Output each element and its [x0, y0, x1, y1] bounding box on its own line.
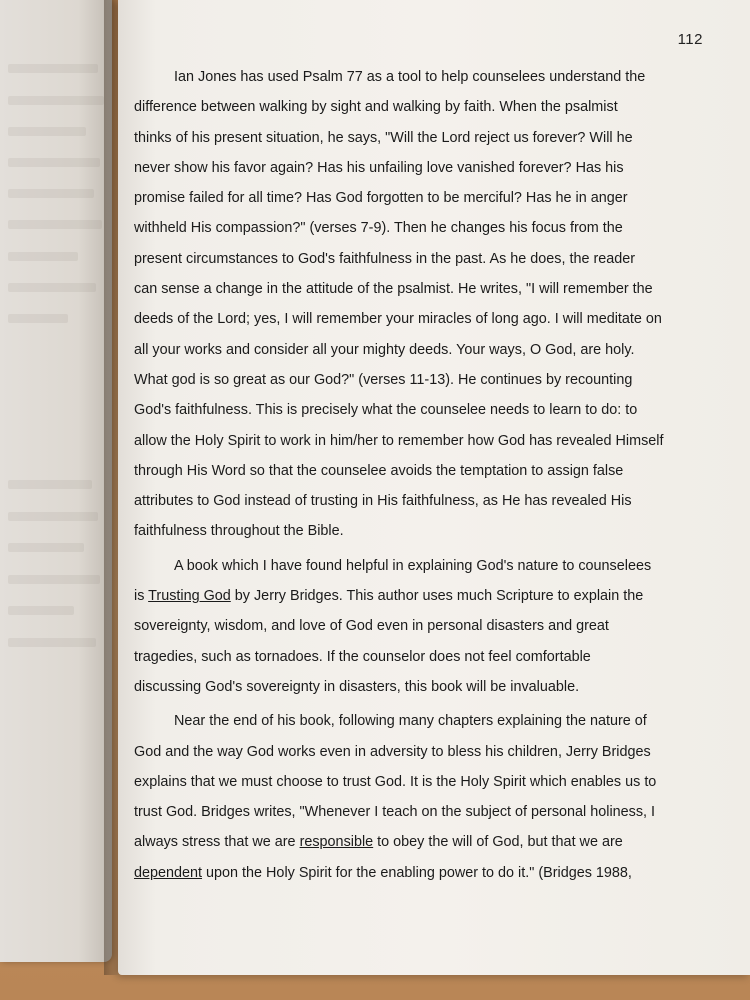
text-line: [134, 486, 734, 516]
text-line: [134, 737, 734, 767]
text-line: [134, 581, 734, 611]
text-segment: discussing God's sovereignty in disasters, this book will be invaluable.: [134, 678, 580, 695]
text-segment: A book which I have found helpful in explaining God's nature to counselees: [174, 557, 652, 574]
text-segment: always stress that we are: [134, 834, 300, 851]
text-line: [134, 827, 734, 857]
text-line: [134, 244, 734, 274]
text-segment: tragedies, such as tornadoes. If the counselor does not feel comfortable: [134, 648, 591, 665]
text-line: [134, 858, 734, 888]
text-line: [134, 706, 734, 736]
text-segment: present circumstances to God's faithfulness in the past. As he does, the reader: [134, 250, 636, 267]
book-page: [118, 0, 750, 975]
text-segment: promise failed for all time? Has God forgotten to be merciful? Has he in anger: [134, 190, 628, 207]
ghost-text-line: [8, 189, 94, 198]
text-segment: God and the way God works even in adversity to bless his children, Jerry Bridges: [134, 743, 651, 760]
ghost-text-line: [8, 220, 102, 229]
ghost-text-line: [8, 606, 74, 615]
text-line: [134, 767, 734, 797]
text-line: [134, 62, 734, 92]
ghost-text-line: [8, 127, 86, 136]
text-segment: God's faithfulness. This is precisely what the counselee needs to learn to do: to: [134, 402, 638, 419]
text-line: [134, 304, 734, 334]
paragraph: [134, 62, 734, 547]
paragraph: [134, 551, 734, 702]
text-segment: trust God. Bridges writes, "Whenever I teach on the subject of personal holiness, I: [134, 804, 656, 821]
text-segment: by Jerry Bridges. This author uses much Scripture to explain the: [230, 588, 644, 605]
text-line: [134, 395, 734, 425]
text-line: [134, 516, 734, 546]
text-segment: Near the end of his book, following many chapters explaining the nature of: [174, 713, 647, 730]
text-line: [134, 551, 734, 581]
text-segment: explains that we must choose to trust God. It is the Holy Spirit which enables us to: [134, 773, 657, 790]
text-segment: attributes to God instead of trusting in His faithfulness, as He has revealed His: [134, 493, 632, 510]
ghost-text-line: [8, 480, 92, 489]
page-number: 112: [677, 31, 703, 48]
text-segment: can sense a change in the attitude of the psalmist. He writes, "I will remember the: [134, 281, 653, 298]
text-line: [134, 153, 734, 183]
text-segment: to obey the will of God, but that we are: [373, 834, 623, 851]
text-segment: withheld His compassion?" (verses 7-9). Then he changes his focus from the: [134, 220, 623, 237]
text-segment: allow the Holy Spirit to work in him/her to remember how God has revealed Himself: [134, 432, 664, 449]
text-line: [134, 274, 734, 304]
text-line: [134, 213, 734, 243]
text-segment: deeds of the Lord; yes, I will remember your miracles of long ago. I will meditate on: [134, 311, 662, 328]
text-segment: is: [134, 588, 149, 605]
text-line: [134, 183, 734, 213]
text-line: [134, 672, 734, 702]
underlined-title: dependent: [134, 864, 203, 881]
text-segment: all your works and consider all your mighty deeds. Your ways, O God, are holy.: [134, 341, 635, 358]
ghost-text-line: [8, 543, 84, 552]
text-line: [134, 426, 734, 456]
underlined-title: responsible: [299, 834, 374, 851]
text-segment: thinks of his present situation, he says, "Will the Lord reject us forever? Will he: [134, 129, 633, 146]
text-segment: faithfulness throughout the Bible.: [134, 523, 344, 540]
text-line: [134, 611, 734, 641]
text-segment: sovereignty, wisdom, and love of God even in personal disasters and great: [134, 618, 609, 635]
ghost-text-line: [8, 158, 100, 167]
page-body-text: [134, 62, 734, 888]
text-segment: difference between walking by sight and walking by faith. When the psalmist: [134, 99, 618, 116]
text-line: [134, 797, 734, 827]
text-line: [134, 335, 734, 365]
text-line: [134, 92, 734, 122]
underlined-title: Trusting God: [148, 588, 231, 605]
ghost-text-line: [8, 96, 104, 105]
ghost-text-line: [8, 283, 96, 292]
text-line: [134, 365, 734, 395]
text-segment: through His Word so that the counselee avoids the temptation to assign false: [134, 462, 624, 479]
text-line: [134, 642, 734, 672]
ghost-text-line: [8, 64, 98, 73]
left-page: [0, 0, 112, 962]
ghost-text-line: [8, 252, 78, 261]
text-segment: upon the Holy Spirit for the enabling power to do it." (Bridges 1988,: [202, 864, 632, 881]
text-segment: never show his favor again? Has his unfailing love vanished forever? Has his: [134, 159, 624, 176]
text-line: [134, 123, 734, 153]
paragraph: [134, 706, 734, 888]
ghost-text-line: [8, 638, 96, 647]
ghost-text-line: [8, 512, 98, 521]
ghost-text-line: [8, 575, 100, 584]
text-segment: What god is so great as our God?" (verses 11-13). He continues by recounting: [134, 371, 633, 388]
ghost-text-line: [8, 314, 68, 323]
text-segment: Ian Jones has used Psalm 77 as a tool to help counselees understand the: [174, 69, 646, 85]
text-line: [134, 456, 734, 486]
